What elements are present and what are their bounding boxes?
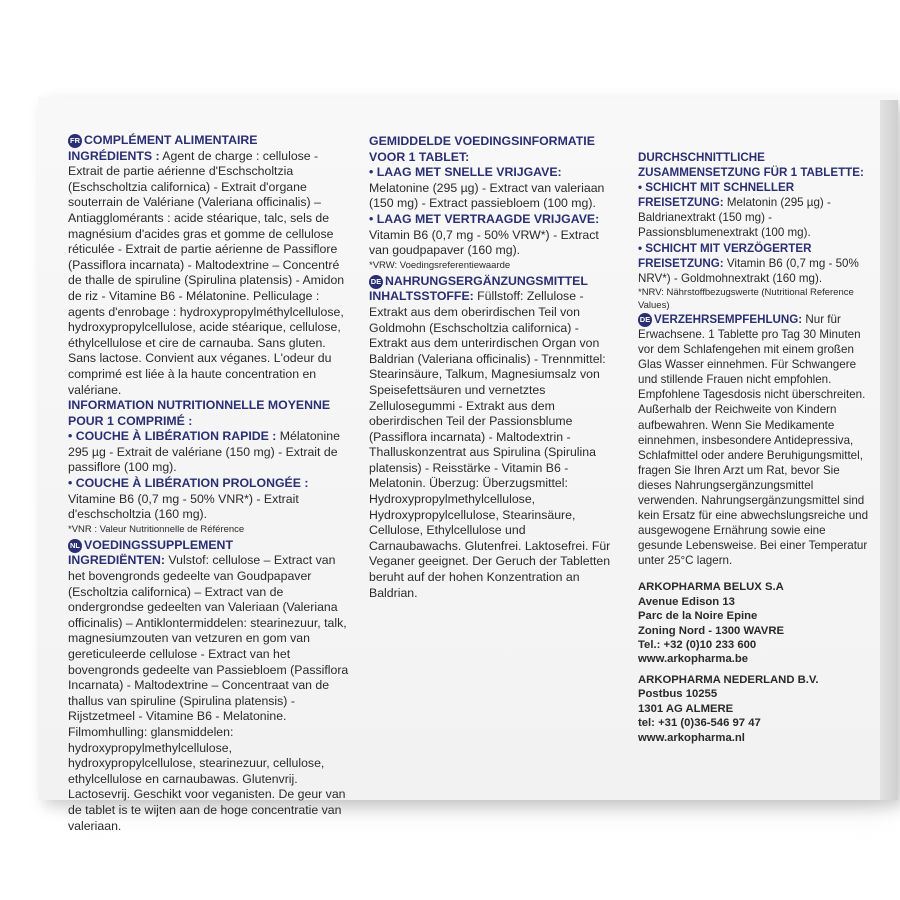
fr-fast-text: Mélatonine 295 µg - Extrait de valériane (150 mg) - Extrait de passiflore (100 mg). bbox=[68, 429, 340, 475]
de-nutri-head: DURCHSCHNITTLICHE ZUSAMMENSETZUNG FÜR 1 TABLETTE: bbox=[638, 151, 864, 180]
fr-slow-text: Vitamine B6 (0,7 mg - 50% VNR*) - Extrait d'eschscholtzia (160 mg). bbox=[68, 491, 299, 522]
address-website: www.arkopharma.nl bbox=[638, 731, 745, 744]
nl-title: VOEDINGSSUPPLEMENT bbox=[84, 537, 233, 552]
nl-note: *VRW: Voedingsreferentiewaarde bbox=[369, 259, 511, 271]
de-ingredients bbox=[369, 289, 616, 601]
nl-ingredients bbox=[68, 553, 351, 834]
address-line: Postbus 10255 bbox=[638, 688, 718, 701]
nl-title-line bbox=[68, 538, 351, 554]
de-title-line bbox=[369, 274, 616, 290]
de-dosage bbox=[638, 312, 870, 569]
de-ingredients-head: INHALTSSTOFFE: bbox=[369, 289, 474, 304]
fr-title: COMPLÉMENT ALIMENTAIRE bbox=[84, 133, 258, 147]
de-flag-icon: DE bbox=[369, 275, 383, 289]
column-1 bbox=[68, 133, 351, 834]
fr-flag-icon: FR bbox=[68, 134, 82, 148]
de-fast-layer bbox=[638, 180, 870, 240]
de-dosage-head: VERZEHRSEMPFEHLUNG: bbox=[654, 312, 803, 326]
column-2 bbox=[369, 134, 616, 601]
fr-nutri-head: INFORMATION NUTRITIONNELLE MOYENNE POUR 1 COMPRIMÉ : bbox=[68, 398, 331, 428]
nl-slow-layer bbox=[369, 212, 616, 259]
de-fast-head: • SCHICHT MIT SCHNELLER FREISETZUNG: bbox=[638, 181, 795, 210]
de-dosage-flag-icon: DE bbox=[638, 313, 652, 327]
address-belux bbox=[638, 580, 870, 666]
de-slow-layer bbox=[638, 241, 870, 286]
address-line: ARKOPHARMA NEDERLAND B.V. bbox=[638, 673, 819, 686]
box-side-edge bbox=[880, 100, 898, 800]
address-website: www.arkopharma.be bbox=[638, 653, 749, 666]
address-line: tel: +31 (0)36-546 97 47 bbox=[638, 717, 761, 730]
de-ingredients-text: Füllstoff: Zellulose - Extrakt aus dem oberirdischen Teil von Goldmohn (Eschscholtzia californica) - Extrakt aus dem unterirdischen Organ von Baldrian (Valeriana officinalis) - Trennmittel: Stearinsäure, Talkum, Magnesiumsalz von Speisefettsäuren und vernetztes Zellulosegummi - Extrakt aus dem oberirdischen Teil der Passionsblume (Passiflora incarnata) - Maltodextrin - Thalluskonzentrat aus Spirulina (Spirulina platensis) - Reisstärke - Vitamin B6 - Melatonin. Überzug: Überzugsmittel: Hydroxypropylmethylcellulose, Hydroxypropylcellulose, Stearinsäure, Cellulose, Ethylcellulose und Carnaubawachs. Glutenfrei. Laktosefrei. Für Veganer geeignet. Der Geruch der Tabletten beruht auf der hohen Konzentration an Baldrian. bbox=[369, 289, 611, 600]
column-3 bbox=[638, 150, 870, 745]
nl-flag-icon: NL bbox=[68, 539, 82, 553]
address-line: Tel.: +32 (0)10 233 600 bbox=[638, 639, 757, 652]
address-line: Parc de la Noire Epine bbox=[638, 610, 758, 623]
nl-slow-head: • LAAG MET VERTRAAGDE VRIJGAVE: bbox=[369, 211, 600, 226]
nl-nutri-head: GEMIDDELDE VOEDINGSINFORMATIE VOOR 1 TABLET: bbox=[369, 134, 595, 164]
address-nederland bbox=[638, 673, 870, 745]
address-line: Avenue Edison 13 bbox=[638, 595, 735, 608]
de-title: NAHRUNGSERGÄNZUNGSMITTEL bbox=[385, 273, 588, 288]
fr-slow-layer bbox=[68, 476, 351, 523]
address-line: Zoning Nord - 1300 WAVRE bbox=[638, 624, 785, 637]
nl-slow-text: Vitamin B6 (0,7 mg - 50% VRW*) - Extract van goudpapaver (160 mg). bbox=[369, 227, 599, 258]
fr-fast-head: • COUCHE À LIBÉRATION RAPIDE : bbox=[68, 429, 277, 444]
address-line: ARKOPHARMA BELUX S.A bbox=[638, 581, 784, 594]
address-line: 1301 AG ALMERE bbox=[638, 702, 734, 715]
fr-ingredients-text: Agent de charge : cellulose - Extrait de partie aérienne d'Eschscholtzia (Eschscholtzia californica) - Extrait d'organe souterrain de Valériane (Valeriana officinalis) – Antiagglomérants : acide stéarique, talc, sels de magnésium d'acides gras et gomme de cellulose réticulée - Extrait de partie aérienne de Passiflore (Passiflora incarnata) - Maltodextrine – Concentré de thalle de spiruline (Spirulina platensis) - Amidon de riz - Vitamine B6 - Mélatonine. Pelliculage : agents d'enrobage : hydroxypropylméthylcellulose, hydroxypropylcellulose, acide stéarique, cellulose, éthylcellulose et cire de carnauba. Sans gluten. Sans lactose. Convient aux véganes. L'odeur du comprimé est liée à la haute concentration en valériane. bbox=[68, 148, 345, 397]
de-slow-head: • SCHICHT MIT VERZÖGERTER FREISETZUNG: bbox=[638, 241, 812, 270]
de-dosage-text: Nur für Erwachsene. 1 Tablette pro Tag 30 Minuten vor dem Schlafengehen mit einem großen Glas Wasser einnehmen. Für Schwangere und stillende Frauen nicht empfohlen. Empfohlene Tagesdosis nicht überschreiten. Außerhalb der Reichweite von Kindern aufbewahren. Wenn Sie Medikamente einnehmen, insbesondere Antidepressiva, Schlafmittel oder andere Beruhigungsmittel, fragen Sie Ihren Arzt um Rat, bevor Sie dieses Nahrungsergänzungsmittel verwenden. Nahrungsergänzungsmittel sind kein Ersatz für eine abwechslungsreiche und ausgewogene Ernährung sowie eine gesunde Lebensweise. Bei einer Temperatur unter 25°C lagern. bbox=[638, 312, 869, 568]
de-note: *NRV: Nährstoffbezugswerte (Nutritional Reference Values) bbox=[638, 286, 854, 311]
de-fast-text: Melatonin (295 µg) - Baldrianextrakt (150 mg) - Passionsblumenextrakt (100 mg). bbox=[638, 196, 831, 240]
fr-note: *VNR : Valeur Nutritionnelle de Référence bbox=[68, 523, 245, 535]
nl-ingredients-head: INGREDIËNTEN: bbox=[68, 553, 166, 568]
fr-slow-head: • COUCHE À LIBÉRATION PROLONGÉE : bbox=[68, 476, 309, 491]
fr-title-line bbox=[68, 133, 351, 149]
nl-ingredients-text: Vulstof: cellulose – Extract van het bovengronds gedeelte van Goudpapaver (Escholtzia californica) – Extract van de ondergrondse gedeelten van Valeriaan (Valeriana officinalis) – Antiklontermiddelen: stearinezuur, talk, magnesiumzouten van vetzuren en gom van gereticuleerde cellulose - Extract van het bovengronds gedeelte van Passiebloem (Passiflora Incarnata) - Maltodextrine – Concentraat van de thallus van spiruline (Spirulina platensis) - Rijstzetmeel - Vitamine B6 - Melatonine. Filmomhulling: glansmiddelen: hydroxypropylmethylcellulose, hydroxypropylcellulose, stearinezuur, cellulose, ethylcellulose en carnaubawas. Glutenvrij. Lactosevrij. Geschikt voor veganisten. De geur van de tablet is te wijten aan de hoge concentratie van valeriaan. bbox=[68, 553, 349, 833]
nl-fast-head: • LAAG MET SNELLE VRIJGAVE: bbox=[369, 165, 562, 180]
de-slow-text: Vitamin B6 (0,7 mg - 50% NRV*) - Goldmohnextrakt (160 mg). bbox=[638, 256, 859, 285]
fr-fast-layer bbox=[68, 429, 351, 476]
fr-ingredients bbox=[68, 149, 351, 399]
fr-ingredients-head: INGRÉDIENTS : bbox=[68, 148, 160, 163]
nl-fast-layer bbox=[369, 165, 616, 212]
nl-fast-text: Melatonine (295 µg) - Extract van valeriaan (150 mg) - Extract passiebloem (100 mg). bbox=[369, 180, 605, 211]
